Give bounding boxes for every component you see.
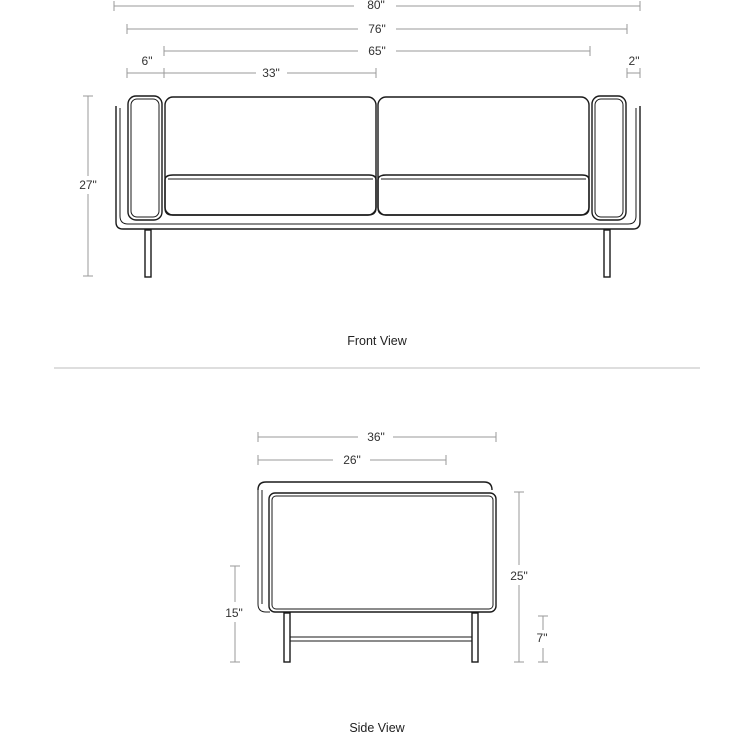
- dimension-arm-width: [127, 54, 164, 78]
- leg-front: [472, 613, 478, 662]
- dimension-arm-height: [510, 492, 528, 662]
- dimension-label: 80": [367, 0, 385, 12]
- leg-left: [145, 230, 151, 277]
- back-cushion-right: [378, 97, 589, 215]
- side-arm-panel: [269, 493, 496, 612]
- side-view: [225, 430, 548, 735]
- dimension-label: 36": [367, 430, 385, 444]
- dimension-label: 7": [536, 631, 548, 645]
- side-view-caption: Side View: [349, 721, 405, 735]
- front-view-caption: Front View: [347, 334, 407, 348]
- right-arm-inner: [595, 99, 623, 217]
- dimension-label: 26": [343, 453, 361, 467]
- side-arm-panel-inner: [272, 496, 493, 609]
- back-cushion-left: [165, 97, 376, 215]
- sofa-front-drawing: [116, 96, 640, 277]
- dimension-height: [79, 96, 97, 276]
- dimension-label: 27": [79, 178, 97, 192]
- leg-right: [604, 230, 610, 277]
- dimension-label: 15": [225, 606, 243, 620]
- leg-back: [284, 613, 290, 662]
- dimension-label: 65": [368, 44, 386, 58]
- dimension-label: 2": [628, 54, 640, 68]
- sofa-side-drawing: [258, 482, 496, 662]
- dimension-seat-width: [164, 44, 590, 58]
- front-view: [79, 0, 640, 348]
- dimension-label: 25": [510, 569, 528, 583]
- dimension-leg-height: [537, 616, 548, 662]
- dimension-arm-offset: [627, 54, 640, 78]
- dimension-cushion-width: [164, 66, 376, 80]
- dimension-inner-width: [127, 22, 627, 36]
- seat-cushion-left: [165, 175, 376, 215]
- dimension-depth: [258, 430, 496, 444]
- dimension-seat-height: [225, 566, 243, 662]
- dimension-seat-depth: [258, 453, 446, 467]
- leg-stretcher: [290, 637, 472, 641]
- dimension-label: 76": [368, 22, 386, 36]
- dimension-overall-width: [114, 0, 640, 12]
- left-arm: [128, 96, 162, 220]
- back-profile: [258, 490, 270, 612]
- back-cushion-outline: [258, 482, 492, 490]
- dimension-label: 6": [141, 54, 153, 68]
- dimension-label: 33": [262, 66, 280, 80]
- seat-cushion-right: [378, 175, 589, 215]
- right-arm: [592, 96, 626, 220]
- left-arm-inner: [131, 99, 159, 217]
